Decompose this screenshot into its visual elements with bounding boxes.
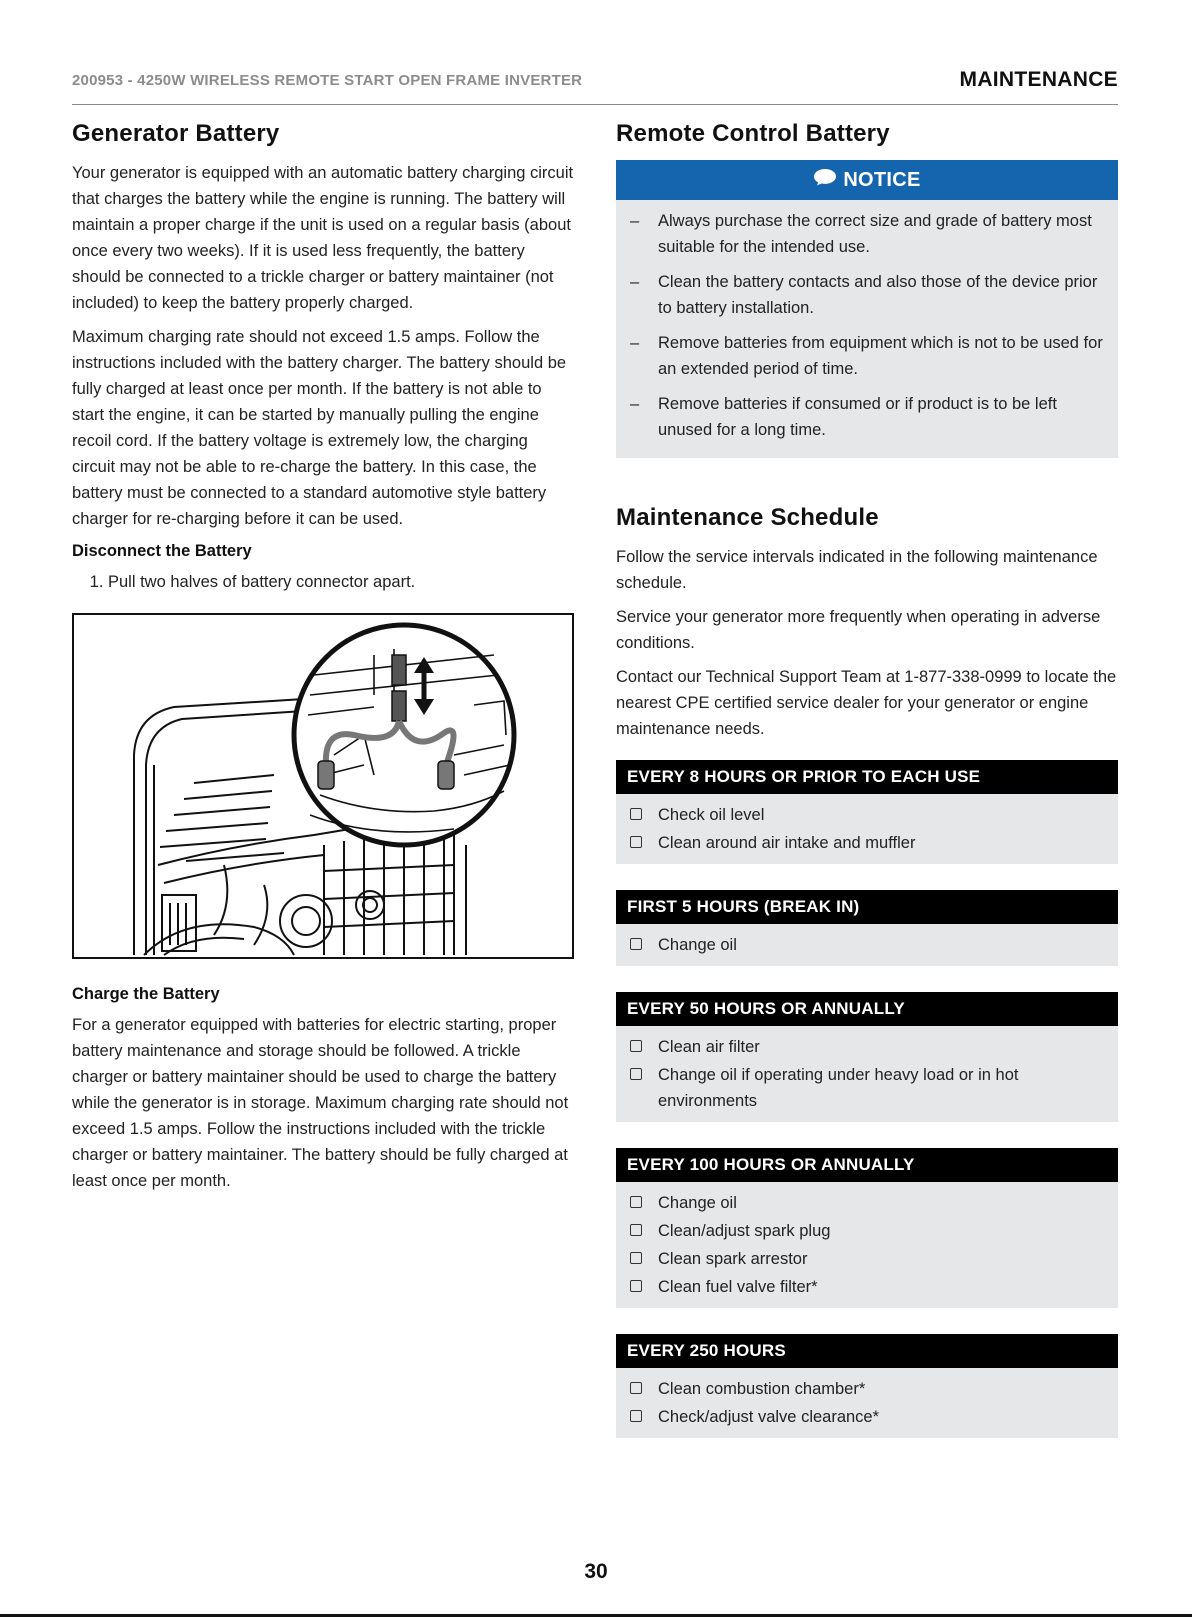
checklist-item: Clean spark arrestor <box>630 1246 1104 1272</box>
notice-box <box>616 160 1118 458</box>
checkbox-icon <box>630 1280 642 1292</box>
disconnect-step-1: 1. Pull two halves of battery connector apart. <box>108 569 574 595</box>
left-column <box>72 120 574 1202</box>
document-title: 200953 - 4250W WIRELESS REMOTE START OPEN FRAME INVERTER <box>72 72 583 89</box>
checkbox-icon <box>630 836 642 848</box>
checkbox-icon <box>630 1252 642 1264</box>
generator-battery-paragraph-2: Maximum charging rate should not exceed 1.5 amps. Follow the instructions included with the battery charger. The battery should be fully charged at least once per month. If the battery is not able to start the engine, it can be started by manually pulling the engine recoil cord. If the battery voltage is extremely low, the charging circuit may not be able to re-charge the battery. In this case, the battery must be connected to a standard automotive style battery charger for re-charging before it can be used. <box>72 328 567 528</box>
disconnect-steps <box>72 569 574 595</box>
charge-battery-paragraph: For a generator equipped with batteries for electric starting, proper battery maintenance and storage should be followed. A trickle charger or battery maintainer should be used to charge the battery while the generator is in storage. Maximum charging rate should not exceed 1.5 amps. Follow the instructions included with the trickle charger or battery maintainer. The battery should be fully charged at least once per month. <box>72 1016 569 1190</box>
schedule-header: EVERY 100 HOURS OR ANNUALLY <box>616 1148 1118 1182</box>
generator-battery-heading: Generator Battery <box>72 120 280 147</box>
schedule-header: EVERY 8 HOURS OR PRIOR TO EACH USE <box>616 760 1118 794</box>
right-column <box>616 120 1118 1464</box>
notice-list <box>616 200 1118 458</box>
schedule-paragraph-1: Follow the service intervals indicated in the following maintenance schedule. <box>616 548 1098 592</box>
battery-connector-illustration <box>72 613 574 959</box>
generator-line-drawing <box>74 615 572 957</box>
checklist-item: Clean combustion chamber* <box>630 1376 1104 1402</box>
notice-item: – Remove batteries if consumed or if product is to be left unused for a long time. <box>630 395 1057 439</box>
charge-battery-heading: Charge the Battery <box>72 985 220 1003</box>
section-title: MAINTENANCE <box>959 68 1118 91</box>
checklist-item: Clean around air intake and muffler <box>630 830 1104 856</box>
checklist-item: Change oil <box>630 1190 1104 1216</box>
checkbox-icon <box>630 1410 642 1422</box>
checklist-item: Change oil <box>630 932 1104 958</box>
maintenance-schedule-heading: Maintenance Schedule <box>616 504 879 531</box>
page-number: 30 <box>584 1560 608 1583</box>
notice-header <box>616 160 1118 200</box>
checklist-item: Check oil level <box>630 802 1104 828</box>
schedule-first-5-hours <box>616 890 1118 966</box>
schedule-50-hours <box>616 992 1118 1122</box>
checkbox-icon <box>630 1068 642 1080</box>
schedule-paragraph-2: Service your generator more frequently when operating in adverse conditions. <box>616 608 1101 652</box>
schedule-header: FIRST 5 HOURS (BREAK IN) <box>616 890 1118 924</box>
schedule-header: EVERY 50 HOURS OR ANNUALLY <box>616 992 1118 1026</box>
checklist-item: Check/adjust valve clearance* <box>630 1404 1104 1430</box>
notice-item: – Clean the battery contacts and also those of the device prior to battery installation. <box>630 273 1098 317</box>
notice-label: NOTICE <box>843 168 921 191</box>
remote-control-battery-heading: Remote Control Battery <box>616 120 890 147</box>
disconnect-battery-heading: Disconnect the Battery <box>72 542 252 560</box>
schedule-100-hours <box>616 1148 1118 1308</box>
checklist-item: Clean fuel valve filter* <box>630 1274 1104 1300</box>
checkbox-icon <box>630 1196 642 1208</box>
checkbox-icon <box>630 1224 642 1236</box>
schedule-paragraph-3: Contact our Technical Support Team at 1-877-338-0999 to locate the nearest CPE certified service dealer for your generator or engine maintenance needs. <box>616 668 1117 738</box>
notice-item: – Remove batteries from equipment which is not to be used for an extended period of time. <box>630 334 1103 378</box>
generator-battery-paragraph-1: Your generator is equipped with an automatic battery charging circuit that charges the battery while the engine is running. The battery will maintain a proper charge if the unit is used on a regular basis (about once every two weeks). If it is used less frequently, the battery should be connected to a trickle charger or battery maintainer (not included) to keep the battery properly charged. <box>72 164 574 312</box>
checklist-item: Clean air filter <box>630 1034 1104 1060</box>
speech-bubble-icon <box>813 168 837 192</box>
checklist-item: Clean/adjust spark plug <box>630 1218 1104 1244</box>
checkbox-icon <box>630 1382 642 1394</box>
schedule-header: EVERY 250 HOURS <box>616 1334 1118 1368</box>
schedule-8-hours <box>616 760 1118 864</box>
notice-item: – Always purchase the correct size and grade of battery most suitable for the intended use. <box>630 212 1092 256</box>
page-header <box>72 68 1118 105</box>
checkbox-icon <box>630 808 642 820</box>
checklist-item: Change oil if operating under heavy load or in hot environments <box>630 1062 1104 1114</box>
checkbox-icon <box>630 938 642 950</box>
checkbox-icon <box>630 1040 642 1052</box>
schedule-250-hours <box>616 1334 1118 1438</box>
